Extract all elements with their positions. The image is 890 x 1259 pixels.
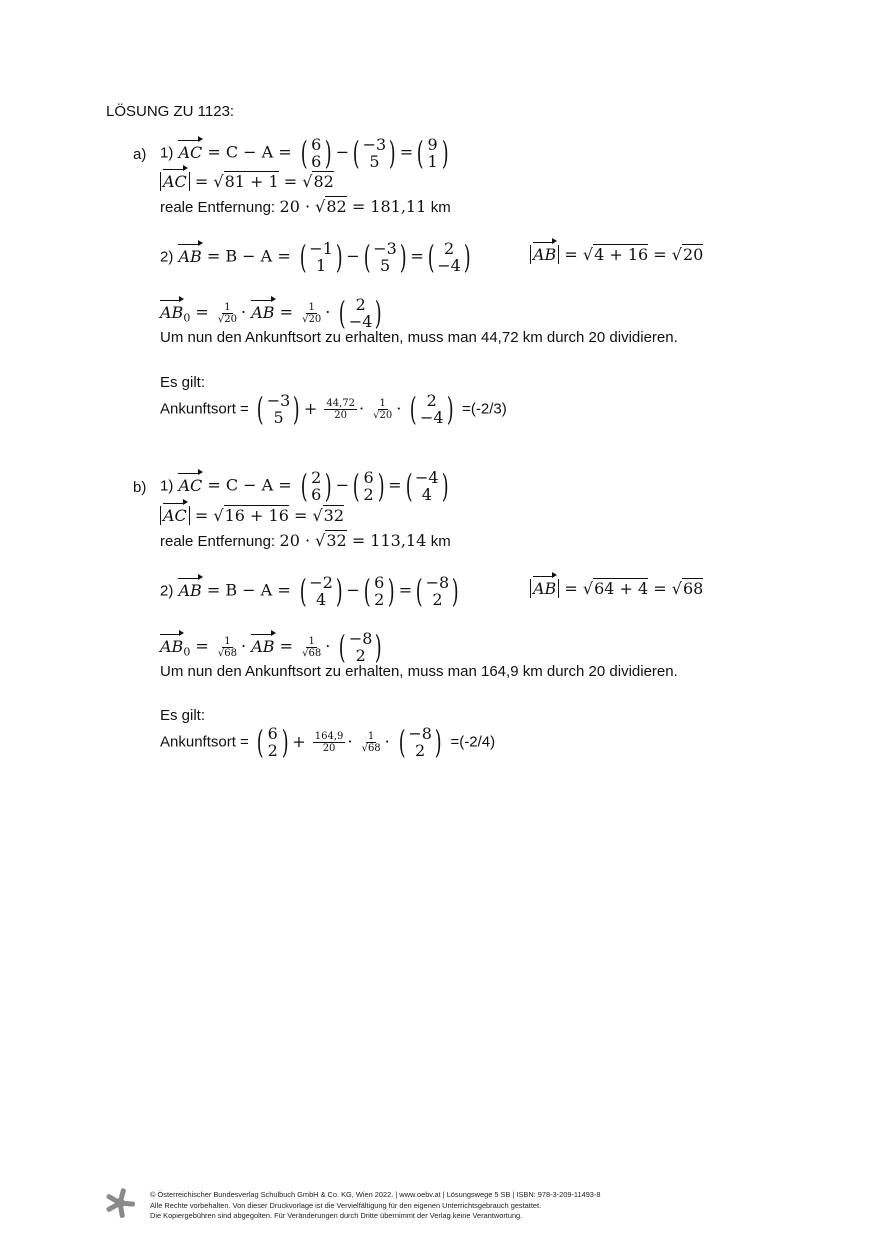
column-vector-c: ( 6 6 ) bbox=[300, 134, 332, 172]
part-b-unit-vector: $AB_0$ = $\frac{1}{√68}$ · AB = $\frac{1}{√68}$ · ( −8 2 ) bbox=[160, 628, 383, 666]
part-b-ab-magnitude: AB = √64 + 4 = √68 bbox=[530, 579, 703, 598]
solution-title: LÖSUNG ZU 1123: bbox=[106, 103, 235, 120]
part-a-ac-magnitude: AC = √81 + 1 = √82 bbox=[160, 172, 334, 191]
part-b-ab-equation: 2) AB = B − A = ( −2 4 ) − ( 6 2 ) = ( −8 2 ) bbox=[160, 572, 459, 610]
part-a-sentence: Um nun den Ankunftsort zu erhalten, muss man 44,72 km durch 20 dividieren. bbox=[160, 329, 678, 346]
publisher-logo-icon bbox=[104, 1187, 136, 1224]
part-b-es-gilt: Es gilt: bbox=[160, 707, 206, 724]
part-a-unit-vector: $AB_0$ = $\frac{1}{√20}$ · AB = $\frac{1}{√20}$ · ( 2 −4 ) bbox=[160, 294, 383, 332]
column-vector-a: ( −3 5 ) bbox=[352, 134, 396, 172]
part-a-ac-equation: 1) AC = C − A = ( 6 6 ) − ( −3 5 ) = ( 9 1 ) bbox=[160, 136, 452, 170]
step-number: 1) bbox=[160, 144, 174, 162]
ac-rhs: = C − A = bbox=[207, 142, 292, 162]
part-a-real-distance: reale Entfernung: 20 · √82 = 181,11 km bbox=[160, 197, 451, 216]
part-b-real-distance: reale Entfernung: 20 · √32 = 113,14 km bbox=[160, 531, 451, 550]
part-b-arrival: Ankunftsort = ( 6 2 ) + $\frac{164,9}{20}$ · $\frac{1}{√68}$ · ( −8 2 ) =(-2/4) bbox=[160, 723, 496, 761]
column-vector-result: ( 9 1 ) bbox=[416, 134, 449, 172]
part-b-ac-equation: 1) AC = C − A = ( 2 6 ) − ( 6 2 ) = ( −4 4 ) bbox=[160, 467, 449, 505]
footer-copyright: © Österreichischer Bundesverlag Schulbuch GmbH & Co. KG, Wien 2022. | www.oebv.at | Lösungswege 5 SB | ISBN: 978-3-209-11493-8 Alle Rechte vorbehalten. Von dieser Druckvorlage ist die Vervielfältigung für den eigenen Unterrichtsgebrauch gestattet. Die Kopiergebühren sind abgegolten. Für Veränderungen durch Dritte übernimmt der Verlag keine Verantwortung. bbox=[150, 1190, 601, 1220]
part-a-ab-equation: 2) AB = B − A = ( −1 1 ) − ( −3 5 ) = ( 2 −4 ) bbox=[160, 238, 471, 276]
part-b-label: b) bbox=[133, 479, 147, 496]
part-a-ab-magnitude: AB = √4 + 16 = √20 bbox=[530, 245, 703, 264]
part-a-es-gilt: Es gilt: bbox=[160, 374, 206, 391]
part-a-label: a) bbox=[133, 146, 147, 163]
part-a-arrival: Ankunftsort = ( −3 5 ) + $\frac{44,72}{20}$ · $\frac{1}{√20}$ · ( 2 −4 ) =(-2/3) bbox=[160, 390, 507, 428]
part-b-ac-magnitude: AC = √16 + 16 = √32 bbox=[160, 506, 344, 525]
vector-ac: AC bbox=[178, 142, 203, 162]
part-b-sentence: Um nun den Ankunftsort zu erhalten, muss man 164,9 km durch 20 dividieren. bbox=[160, 663, 678, 680]
